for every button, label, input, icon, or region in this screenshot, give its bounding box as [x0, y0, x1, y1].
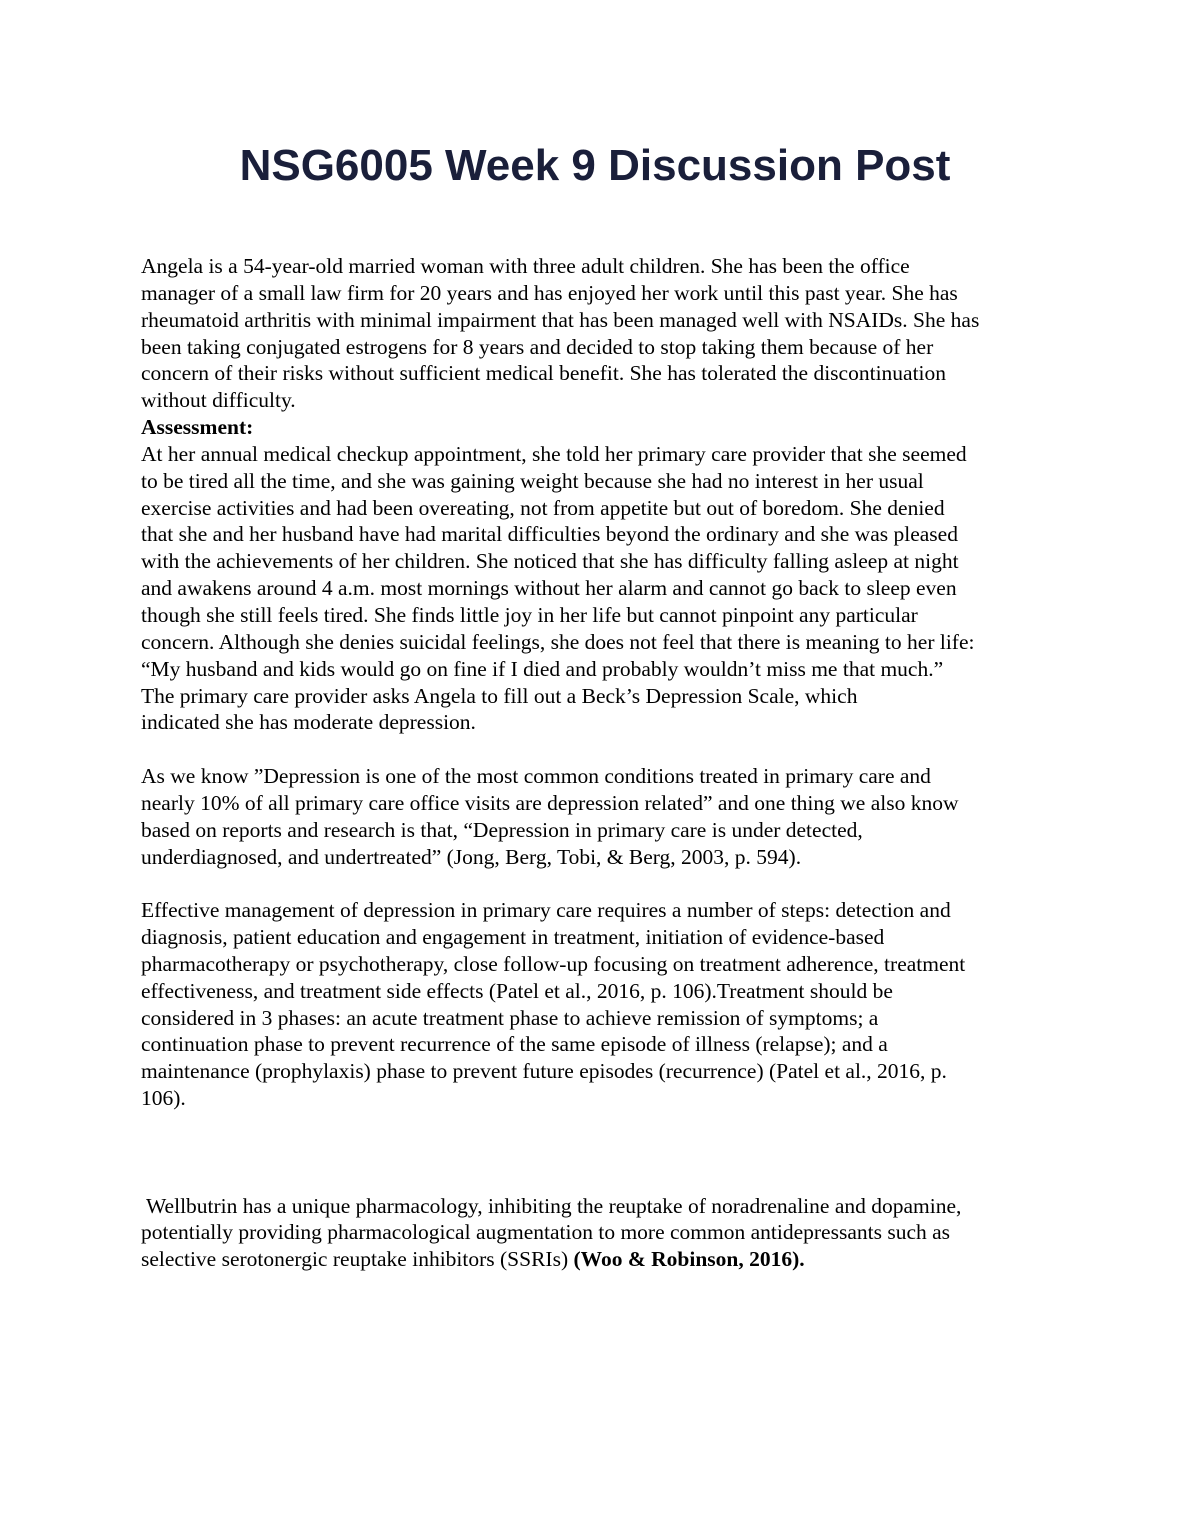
- paragraph-spacer: [141, 870, 1061, 897]
- paragraph-spacer: [141, 1112, 1061, 1139]
- assessment-heading: Assessment:: [141, 415, 254, 440]
- paragraph-spacer: [141, 1139, 1061, 1166]
- text-line: Effective management of depression in primary care requires a number of steps: detection and: [141, 898, 951, 923]
- text-line: to be tired all the time, and she was gaining weight because she had no interest in her usual: [141, 468, 924, 493]
- text-line: based on reports and research is that, “Depression in primary care is under detected,: [141, 817, 863, 842]
- text-line: 106).: [141, 1086, 186, 1111]
- text-line: indicated she has moderate depression.: [141, 710, 476, 735]
- text-segment: selective serotonergic reuptake inhibitors (SSRIs): [141, 1247, 574, 1272]
- text-line: diagnosis, patient education and engagement in treatment, initiation of evidence-based: [141, 925, 885, 950]
- text-line: concern. Although she denies suicidal feelings, she does not feel that there is meaning to her life:: [141, 629, 975, 654]
- citation: (Woo & Robinson, 2016).: [573, 1247, 805, 1272]
- text-line: potentially providing pharmacological augmentation to more common antidepressants such as: [141, 1220, 951, 1245]
- paragraph-spacer: [141, 1166, 1061, 1193]
- paragraph-spacer: [141, 736, 1061, 763]
- page-title: NSG6005 Week 9 Discussion Post: [239, 141, 951, 190]
- text-line: rheumatoid arthritis with minimal impairment that has been managed well with NSAIDs. She has: [141, 307, 980, 332]
- text-line: considered in 3 phases: an acute treatment phase to achieve remission of symptoms; a: [141, 1005, 879, 1030]
- management-paragraph: [141, 897, 1061, 1112]
- text-line: that she and her husband have had marital difficulties beyond the ordinary and she was pleased: [141, 522, 958, 547]
- text-line: nearly 10% of all primary care office visits are depression related” and one thing we also know: [141, 790, 959, 815]
- assessment-paragraph: [141, 441, 1061, 736]
- wellbutrin-paragraph: [141, 1193, 1061, 1274]
- depression-prevalence-paragraph: [141, 763, 1061, 870]
- text-line: “My husband and kids would go on fine if I died and probably wouldn’t miss me that much.”: [141, 656, 944, 681]
- text-line: been taking conjugated estrogens for 8 years and decided to stop taking them because of her: [141, 334, 934, 359]
- text-line: and awakens around 4 a.m. most mornings without her alarm and cannot go back to sleep even: [141, 576, 957, 601]
- text-line: Angela is a 54-year-old married woman with three adult children. She has been the office: [141, 254, 910, 278]
- text-line: without difficulty.: [141, 388, 296, 413]
- text-line: At her annual medical checkup appointment, she told her primary care provider that she seemed: [141, 441, 967, 466]
- text-line: pharmacotherapy or psychotherapy, close follow-up focusing on treatment adherence, treatment: [141, 951, 966, 976]
- text-line: continuation phase to prevent recurrence of the same episode of illness (relapse); and a: [141, 1032, 888, 1057]
- text-line: though she still feels tired. She finds little joy in her life but cannot pinpoint any particular: [141, 602, 918, 627]
- text-line: maintenance (prophylaxis) phase to prevent future episodes (recurrence) (Patel et al., 2016, p.: [141, 1059, 947, 1084]
- text-line: effectiveness, and treatment side effects (Patel et al., 2016, p. 106).Treatment should be: [141, 978, 893, 1003]
- document-body: [141, 253, 1061, 1273]
- text-line: As we know ”Depression is one of the most common conditions treated in primary care and: [141, 764, 931, 789]
- text-line: with the achievements of her children. She noticed that she has difficulty falling asleep at night: [141, 549, 959, 574]
- text-line: concern of their risks without sufficient medical benefit. She has tolerated the discontinuation: [141, 361, 947, 386]
- text-line: manager of a small law firm for 20 years and has enjoyed her work until this past year. She has: [141, 280, 958, 305]
- text-line: The primary care provider asks Angela to fill out a Beck’s Depression Scale, which: [141, 683, 858, 708]
- text-line: [141, 1246, 1061, 1273]
- intro-paragraph: [141, 253, 1061, 414]
- text-line: exercise activities and had been overeating, not from appetite but out of boredom. She denied: [141, 495, 945, 520]
- text-line: Wellbutrin has a unique pharmacology, inhibiting the reuptake of noradrenaline and dopamine,: [141, 1193, 962, 1218]
- text-line: underdiagnosed, and undertreated” (Jong, Berg, Tobi, & Berg, 2003, p. 594).: [141, 844, 802, 869]
